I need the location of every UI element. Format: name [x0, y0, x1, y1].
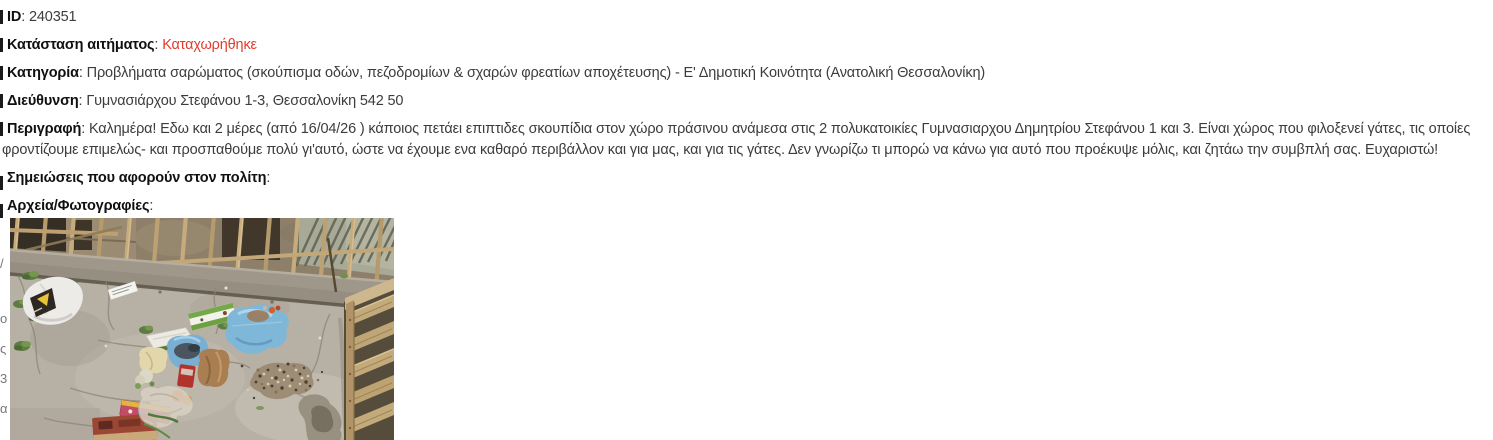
- field-value: φροντίζουμε επιμελώς- και προσπαθούμε πολύ γι'αυτό, ώστε να έχουμε ενα καθαρό περιβάλλον και για μας, και για τις γάτες. Δεν γνωρίζω τι μπορώ να κάνω για αυτό που προέκυψε μόλις, και ζητάω την συμβπλή σας. Ευχαριστώ!: [2, 142, 1439, 158]
- field-value: Προβλήματα σαρώματος (σκούπισμα οδών, πεζοδρομίων & σχαρών φρεατίων αποχέτευσης) - Ε' Δημοτική Κοινότητα (Ανατολική Θεσσαλονίκη): [86, 65, 986, 81]
- field-id: [2, 7, 1493, 28]
- field-label: Σημειώσεις που αφορούν στον πολίτη: [7, 170, 267, 186]
- field-status: [2, 35, 1493, 56]
- clipped-letter: α: [0, 401, 8, 416]
- field-citizen-notes: [2, 168, 1493, 189]
- field-description: [2, 119, 1493, 161]
- separator: :: [81, 121, 89, 137]
- separator: :: [78, 93, 87, 109]
- clipped-letter: ο: [0, 311, 8, 326]
- separator: :: [78, 65, 87, 81]
- field-label: ID: [7, 9, 22, 25]
- request-details: [0, 0, 1493, 217]
- field-category: [2, 63, 1493, 84]
- field-label: Περιγραφή: [7, 121, 82, 137]
- field-address: [2, 91, 1493, 112]
- clipped-letter: 3: [0, 371, 8, 386]
- attachment-photo[interactable]: [10, 218, 394, 440]
- separator: :: [149, 198, 154, 214]
- status-value: Καταχωρήθηκε: [162, 37, 257, 53]
- separator: :: [154, 37, 163, 53]
- field-value: Γυμνασιάρχου Στεφάνου 1-3, Θεσσαλονίκη 542 50: [86, 93, 404, 109]
- clipped-letter: /: [0, 256, 4, 271]
- field-attachments: [2, 196, 1493, 217]
- field-label: Κατάσταση αιτήματος: [7, 37, 155, 53]
- litter-photo-graphic: [10, 218, 394, 440]
- separator: :: [266, 170, 271, 186]
- field-label: Κατηγορία: [7, 65, 79, 81]
- field-value: 240351: [28, 9, 77, 25]
- field-label: Αρχεία/Φωτογραφίες: [7, 198, 150, 214]
- field-label: Διεύθυνση: [7, 93, 79, 109]
- clipped-letter: ς: [0, 341, 7, 356]
- separator: :: [21, 9, 29, 25]
- field-value: Καλημέρα! Εδω και 2 μέρες (από 16/04/26 ) κάποιος πετάει επιπτιδες σκουπίδια στον χώρο πράσινου ανάμεσα στις 2 πολυκατοικίες Γυμνασιαρχου Δημητρίου Στεφάνου 1 και 3. Είναι χώρος που φιλοξενεί γάτες, τις οποίες: [88, 121, 1471, 137]
